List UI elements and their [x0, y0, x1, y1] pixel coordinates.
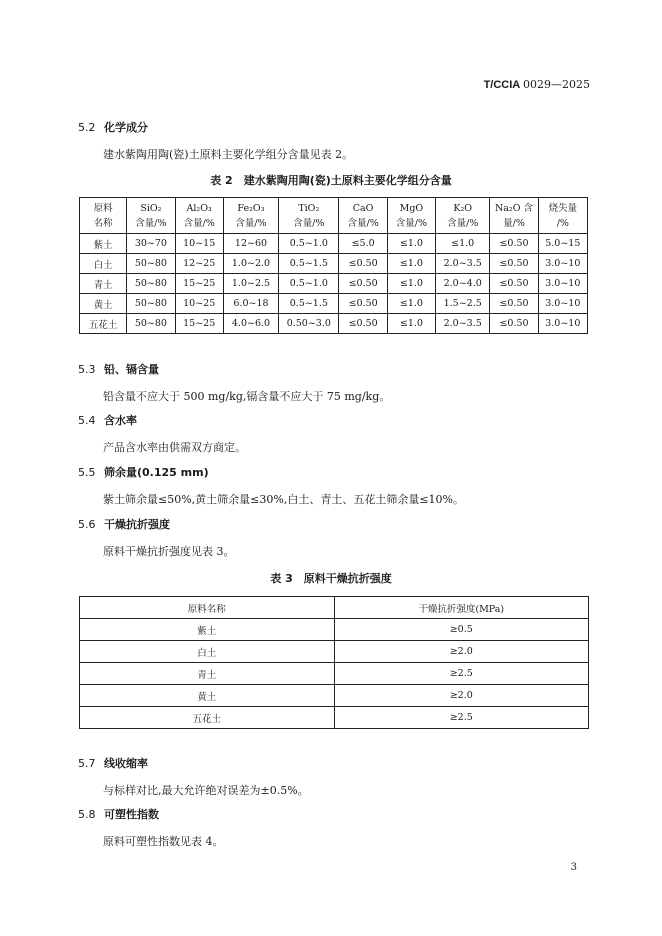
table-cell: 紫土	[80, 619, 335, 641]
section-number: 5.8	[78, 808, 96, 821]
table-cell: ≥0.5	[334, 619, 589, 641]
table-cell: 2.0~3.5	[436, 254, 490, 274]
table-cell: 12~25	[175, 254, 223, 274]
table-cell: ≤1.0	[387, 294, 435, 314]
table-row	[80, 685, 589, 707]
table-cell: 2.0~4.0	[436, 274, 490, 294]
section-5-7-heading	[78, 755, 148, 771]
section-5-2-heading	[78, 119, 148, 135]
table-cell: 青土	[80, 274, 127, 294]
table-header-cell: 原料 名称	[80, 198, 127, 234]
table-cell: ≤1.0	[387, 234, 435, 254]
table-3-caption: 表 3 原料干燥抗折强度	[270, 572, 392, 585]
section-5-6-text: 原料干燥抗折强度见表 3。	[103, 545, 235, 558]
section-number: 5.4	[78, 414, 96, 427]
doc-prefix: T/CCIA	[483, 79, 521, 91]
table-cell: 3.0~10	[538, 254, 587, 274]
table-header-row	[80, 198, 588, 234]
section-5-5-heading	[78, 464, 209, 480]
table-cell: 青土	[80, 663, 335, 685]
table-cell: 1.0~2.0	[223, 254, 278, 274]
table-cell: ≥2.5	[334, 663, 589, 685]
section-5-8-heading	[78, 806, 159, 822]
section-title: 线收缩率	[104, 757, 148, 770]
table-row	[80, 707, 589, 729]
table-cell: 黄土	[80, 685, 335, 707]
table-3	[79, 596, 589, 729]
table-cell: 2.0~3.5	[436, 314, 490, 334]
table-cell: 五花土	[80, 314, 127, 334]
table-cell: 10~25	[175, 294, 223, 314]
table-cell: ≤0.50	[339, 254, 387, 274]
section-5-3-text: 铅含量不应大于 500 mg/kg,镉含量不应大于 75 mg/kg。	[103, 390, 391, 403]
table-cell: 0.5~1.0	[279, 234, 339, 254]
section-5-7-text: 与标样对比,最大允许绝对误差为±0.5%。	[103, 784, 309, 797]
section-5-4-text: 产品含水率由供需双方商定。	[103, 441, 246, 454]
table-cell: 五花土	[80, 707, 335, 729]
table-header-cell: Na₂O 含 量/%	[490, 198, 538, 234]
section-title: 含水率	[104, 414, 137, 427]
table-cell: 12~60	[223, 234, 278, 254]
table-cell: 30~70	[127, 234, 175, 254]
table-cell: ≤0.50	[490, 314, 538, 334]
section-title: 筛余量(0.125 mm)	[104, 466, 209, 479]
table-cell: ≤1.0	[387, 274, 435, 294]
table-cell: 50~80	[127, 314, 175, 334]
table-row	[80, 663, 589, 685]
section-title: 铅、镉含量	[104, 363, 159, 376]
table-cell: 6.0~18	[223, 294, 278, 314]
table-cell: 15~25	[175, 314, 223, 334]
section-title: 干燥抗折强度	[104, 518, 170, 531]
section-title: 化学成分	[104, 121, 148, 134]
table-row	[80, 254, 588, 274]
table-cell: 1.0~2.5	[223, 274, 278, 294]
section-number: 5.3	[78, 363, 96, 376]
table-header-cell: 烧失量 /%	[538, 198, 587, 234]
table-cell: ≤0.50	[490, 234, 538, 254]
section-number: 5.5	[78, 466, 96, 479]
section-5-3-heading	[78, 361, 159, 377]
table-cell: 3.0~10	[538, 294, 587, 314]
table-cell: 10~15	[175, 234, 223, 254]
table-cell: ≤0.50	[339, 274, 387, 294]
table-cell: 3.0~10	[538, 314, 587, 334]
table-header-cell: TiO₂ 含量/%	[279, 198, 339, 234]
table-cell: ≤0.50	[339, 294, 387, 314]
table-cell: 黄土	[80, 294, 127, 314]
table-header-cell: MgO 含量/%	[387, 198, 435, 234]
page-number: 3	[570, 862, 577, 873]
table-cell: 白土	[80, 254, 127, 274]
table-cell: ≤0.50	[490, 254, 538, 274]
table-cell: 0.5~1.5	[279, 254, 339, 274]
table-cell: ≤5.0	[339, 234, 387, 254]
table-cell: 50~80	[127, 254, 175, 274]
table-row	[80, 619, 589, 641]
table-row	[80, 274, 588, 294]
table-header-cell: K₂O 含量/%	[436, 198, 490, 234]
table-cell: 15~25	[175, 274, 223, 294]
table-cell: ≤0.50	[339, 314, 387, 334]
section-number: 5.2	[78, 121, 96, 134]
table-row	[80, 294, 588, 314]
table-cell: ≥2.0	[334, 641, 589, 663]
table-header-cell: Al₂O₃ 含量/%	[175, 198, 223, 234]
table-cell: 3.0~10	[538, 274, 587, 294]
table-header-cell: Fe₂O₃ 含量/%	[223, 198, 278, 234]
table-cell: 0.5~1.0	[279, 274, 339, 294]
section-5-4-heading	[78, 412, 137, 428]
section-title: 可塑性指数	[104, 808, 159, 821]
table-cell: 白土	[80, 641, 335, 663]
table-cell: 50~80	[127, 294, 175, 314]
section-5-2-text: 建水紫陶用陶(瓷)土原料主要化学组分含量见表 2。	[103, 148, 354, 161]
table-2-caption: 表 2 建水紫陶用陶(瓷)土原料主要化学组分含量	[210, 174, 452, 187]
table-cell: ≥2.0	[334, 685, 589, 707]
table-header-cell: CaO 含量/%	[339, 198, 387, 234]
section-5-8-text: 原料可塑性指数见表 4。	[103, 835, 224, 848]
table-cell: ≤1.0	[436, 234, 490, 254]
section-number: 5.7	[78, 757, 96, 770]
table-cell: 50~80	[127, 274, 175, 294]
table-header-cell: SiO₂ 含量/%	[127, 198, 175, 234]
table-row	[80, 641, 589, 663]
section-5-5-text: 紫土筛余量≤50%,黄土筛余量≤30%,白土、青土、五花土筛余量≤10%。	[103, 493, 464, 506]
table-header-row	[80, 597, 589, 619]
table-cell: 1.5~2.5	[436, 294, 490, 314]
doc-number: 0029—2025	[523, 78, 590, 91]
table-cell: 紫土	[80, 234, 127, 254]
table-cell: ≤1.0	[387, 314, 435, 334]
table-header-cell: 干燥抗折强度(MPa)	[334, 597, 589, 619]
table-cell: 0.5~1.5	[279, 294, 339, 314]
section-number: 5.6	[78, 518, 96, 531]
section-5-6-heading	[78, 516, 170, 532]
table-cell: 5.0~15	[538, 234, 587, 254]
table-cell: ≤0.50	[490, 294, 538, 314]
table-cell: ≤1.0	[387, 254, 435, 274]
table-row	[80, 234, 588, 254]
table-cell: 4.0~6.0	[223, 314, 278, 334]
document-code	[484, 78, 590, 91]
table-cell: ≤0.50	[490, 274, 538, 294]
table-header-cell: 原料名称	[80, 597, 335, 619]
table-cell: 0.50~3.0	[279, 314, 339, 334]
table-row	[80, 314, 588, 334]
table-2	[79, 197, 588, 334]
table-cell: ≥2.5	[334, 707, 589, 729]
